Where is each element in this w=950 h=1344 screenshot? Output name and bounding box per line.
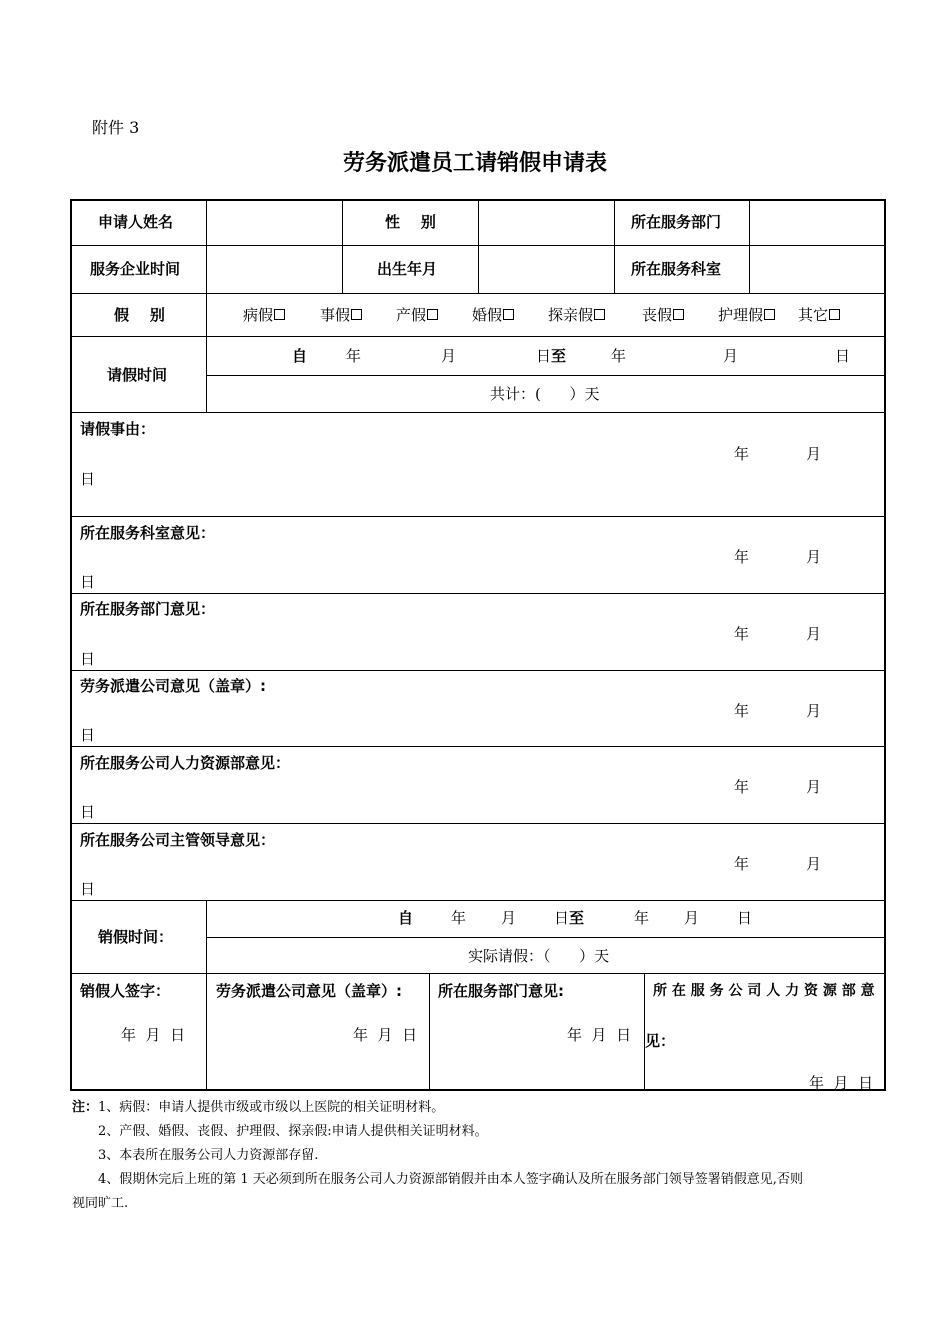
department-signature-label: 所在服务部门意见:	[438, 982, 564, 1000]
dispatch-signature-label: 劳务派遣公司意见（盖章）:	[216, 982, 402, 1000]
checkbox-icon[interactable]	[673, 309, 684, 320]
cancel-to-year: 年	[634, 909, 650, 927]
date-month: 月	[806, 445, 822, 463]
leave-type-label: 假 别	[114, 306, 165, 324]
date-month: 月	[806, 778, 822, 796]
period-from-day: 日	[536, 347, 552, 365]
cancel-to-day: 日	[737, 909, 753, 927]
attachment-label: 附件 3	[92, 118, 140, 137]
applicant-name-label: 申请人姓名	[98, 213, 174, 231]
note-4: 4、假期休完后上班的第 1 天必须到所在服务公司人力资源部销假并由本人签字确认及所在服务部门领导签署销假意见,否则	[98, 1172, 803, 1187]
actual-leave-days[interactable]: 实际请假：（ ）天	[468, 947, 610, 965]
cancel-from: 自	[398, 909, 414, 927]
hr-signature-label-line2: 见：	[645, 1032, 676, 1050]
department-opinion-label: 所在服务部门意见：	[80, 600, 216, 618]
date-year: 年	[734, 625, 750, 643]
cancel-from-year: 年	[451, 909, 467, 927]
period-from-year: 年	[346, 347, 362, 365]
leave-option-personal[interactable]: 事假	[320, 304, 362, 325]
notes	[72, 1096, 887, 1216]
leader-opinion-label: 所在服务公司主管领导意见：	[80, 831, 276, 849]
date-day: 日	[80, 573, 96, 591]
dispatch-opinion-label: 劳务派遣公司意见（盖章）:	[80, 677, 266, 695]
note-1: 注：1、病假：申请人提供市级或市级以上医院的相关证明材料。	[72, 1100, 445, 1115]
birth-field[interactable]	[480, 247, 613, 292]
gender-field[interactable]	[480, 202, 613, 244]
cancel-from-day: 日	[554, 909, 570, 927]
birth-label: 出生年月	[377, 260, 438, 278]
date-month: 月	[806, 625, 822, 643]
checkbox-icon[interactable]	[829, 309, 840, 320]
period-to-month: 月	[723, 347, 739, 365]
section-opinion-label: 所在服务科室意见：	[80, 524, 216, 542]
leave-period-label: 请假时间	[107, 366, 168, 384]
date-day: 日	[80, 880, 96, 898]
checkbox-icon[interactable]	[503, 309, 514, 320]
date-year: 年	[734, 445, 750, 463]
hr-opinion-label: 所在服务公司人力资源部意见：	[80, 754, 291, 772]
date-month: 月	[806, 702, 822, 720]
leave-option-other[interactable]: 其它	[798, 304, 840, 325]
signature-date: 年 月 日	[809, 1074, 874, 1092]
leave-option-nursing[interactable]: 护理假	[718, 304, 775, 325]
leave-option-bereavement[interactable]: 丧假	[642, 304, 684, 325]
date-day: 日	[80, 650, 96, 668]
signature-date: 年 月 日	[567, 1026, 632, 1044]
period-to: 至	[551, 347, 567, 365]
leave-option-sick[interactable]: 病假	[243, 304, 285, 325]
cancel-time-label: 销假时间：	[98, 928, 174, 946]
checkbox-icon[interactable]	[764, 309, 775, 320]
cancel-to: 至	[569, 909, 585, 927]
date-day: 日	[80, 470, 96, 488]
reason-label: 请假事由：	[80, 420, 156, 438]
note-3: 3、本表所在服务公司人力资源部存留.	[98, 1148, 319, 1163]
period-to-day: 日	[835, 347, 851, 365]
period-from-month: 月	[441, 347, 457, 365]
signature-date: 年 月 日	[353, 1026, 418, 1044]
notes-label: 注：	[72, 1100, 99, 1115]
date-year: 年	[734, 548, 750, 566]
person-signature-label: 销假人签字：	[80, 982, 171, 1000]
cancel-to-month: 月	[684, 909, 700, 927]
section-label: 所在服务科室	[631, 260, 722, 278]
gender-label: 性 别	[385, 213, 436, 231]
checkbox-icon[interactable]	[274, 309, 285, 320]
leave-option-marriage[interactable]: 婚假	[472, 304, 514, 325]
leave-option-maternity[interactable]: 产假	[396, 304, 438, 325]
form-title: 劳务派遣员工请销假申请表	[342, 151, 607, 176]
applicant-name-field[interactable]	[208, 202, 341, 244]
date-year: 年	[734, 855, 750, 873]
period-to-year: 年	[611, 347, 627, 365]
service-time-field[interactable]	[208, 247, 341, 292]
date-year: 年	[734, 778, 750, 796]
cancel-from-month: 月	[501, 909, 517, 927]
department-label: 所在服务部门	[631, 213, 722, 231]
date-day: 日	[80, 803, 96, 821]
hr-signature-label-line1: 所 在 服 务 公 司 人 力 资 源 部 意	[653, 983, 875, 999]
period-total[interactable]: 共计：( ）天	[490, 385, 600, 403]
leave-option-family-visit[interactable]: 探亲假	[548, 304, 605, 325]
checkbox-icon[interactable]	[594, 309, 605, 320]
checkbox-icon[interactable]	[351, 309, 362, 320]
checkbox-icon[interactable]	[427, 309, 438, 320]
date-year: 年	[734, 702, 750, 720]
department-field[interactable]	[751, 202, 883, 244]
note-4-cont: 视同旷工.	[72, 1196, 129, 1211]
service-time-label: 服务企业时间	[90, 260, 181, 278]
date-month: 月	[806, 548, 822, 566]
section-field[interactable]	[751, 247, 883, 292]
date-month: 月	[806, 855, 822, 873]
note-2: 2、产假、婚假、丧假、护理假、探亲假:申请人提供相关证明材料。	[98, 1124, 488, 1139]
date-day: 日	[80, 726, 96, 744]
period-from: 自	[292, 347, 308, 365]
signature-date: 年 月 日	[121, 1026, 186, 1044]
